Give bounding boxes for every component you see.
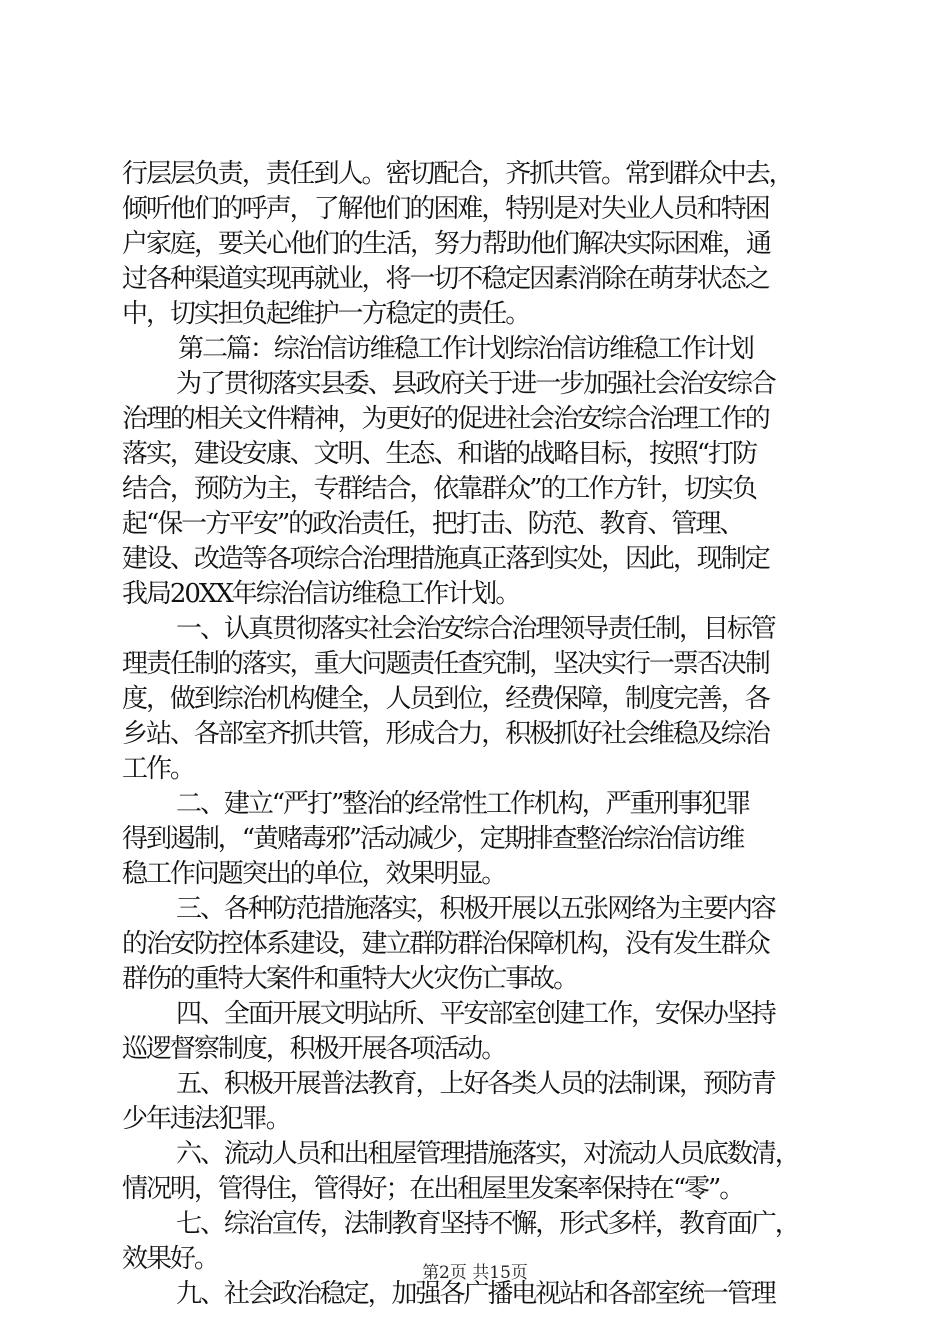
text-line: 结合，预防为主，专群结合，依靠群众”的工作方针，切实负 [122,474,756,504]
text-line: 一、认真贯彻落实社会治安综合治理领导责任制，目标管 [176,614,775,644]
text-line: 七、综治宣传，法制教育坚持不懈，形式多样，教育面广， [176,1209,799,1239]
text-line: 稳工作问题突出的单位，效果明显。 [122,859,506,889]
text-line: 为了贯彻落实县委、县政府关于进一步加强社会治安综合 [176,369,775,399]
text-line: 中，切实担负起维护一方稳定的责任。 [122,299,530,329]
text-line: 的治安防控体系建设，建立群防群治保障机构，没有发生群众 [122,929,769,959]
text-line: 六、流动人员和出租屋管理措施落实，对流动人员底数清， [176,1139,799,1169]
text-line: 户家庭，要关心他们的生活，努力帮助他们解决实际困难，通 [122,229,771,259]
text-line: 倾听他们的呼声，了解他们的困难，特别是对失业人员和特困 [122,194,769,224]
text-line: 四、全面开展文明站所、平安部室创建工作，安保办坚持 [176,999,775,1029]
text-line: 起“保一方平安”的政治责任，把打击、防范、教育、管理、 [122,509,744,539]
text-line: 二、建立“严打”整治的经常性工作机构，严重刑事犯罪 [176,789,750,819]
text-line: 效果好。 [122,1244,218,1274]
text-line: 情况明，管得住，管得好；在出租屋里发案率保持在“零”。 [122,1174,744,1204]
text-line: 乡站、各部室齐抓共管，形成合力，积极抓好社会维稳及综治 [122,719,769,749]
text-line: 理责任制的落实，重大问题责任查究制，坚决实行一票否决制 [122,649,769,679]
text-line: 我局20XX年综治信访维稳工作计划。 [122,579,520,609]
text-line: 得到遏制，“黄赌毒邪”活动减少，定期排查整治综治信访维 [122,824,744,854]
text-line: 三、各种防范措施落实，积极开展以五张网络为主要内容 [176,894,775,924]
text-line: 建设、改造等各项综合治理措施真正落到实处，因此，现制定 [122,544,769,574]
text-line: 落实，建设安康、文明、生态、和谐的战略目标，按照“打防 [122,439,756,469]
text-line: 行层层负责，责任到人。密切配合，齐抓共管。常到群众中去， [122,159,793,189]
page-footer: 第2页 共15页 [422,1263,528,1283]
text-line: 度，做到综治机构健全，人员到位，经费保障，制度完善，各 [122,684,769,714]
text-line: 巡逻督察制度，积极开展各项活动。 [122,1034,506,1064]
text-line: 群伤的重特大案件和重特大火灾伤亡事故。 [122,964,578,994]
text-line: 工作。 [122,754,194,784]
text-line: 治理的相关文件精神，为更好的促进社会治安综合治理工作的 [122,404,769,434]
text-line: 五、积极开展普法教育，上好各类人员的法制课，预防青 [176,1069,775,1099]
text-line: 少年违法犯罪。 [122,1104,290,1134]
text-line: 九、社会政治稳定，加强各广播电视站和各部室统一管理 [176,1279,775,1309]
text-line: 过各种渠道实现再就业，将一切不稳定因素消除在萌芽状态之 [122,264,769,294]
section-heading: 第二篇：综治信访维稳工作计划综治信访维稳工作计划 [178,334,753,364]
